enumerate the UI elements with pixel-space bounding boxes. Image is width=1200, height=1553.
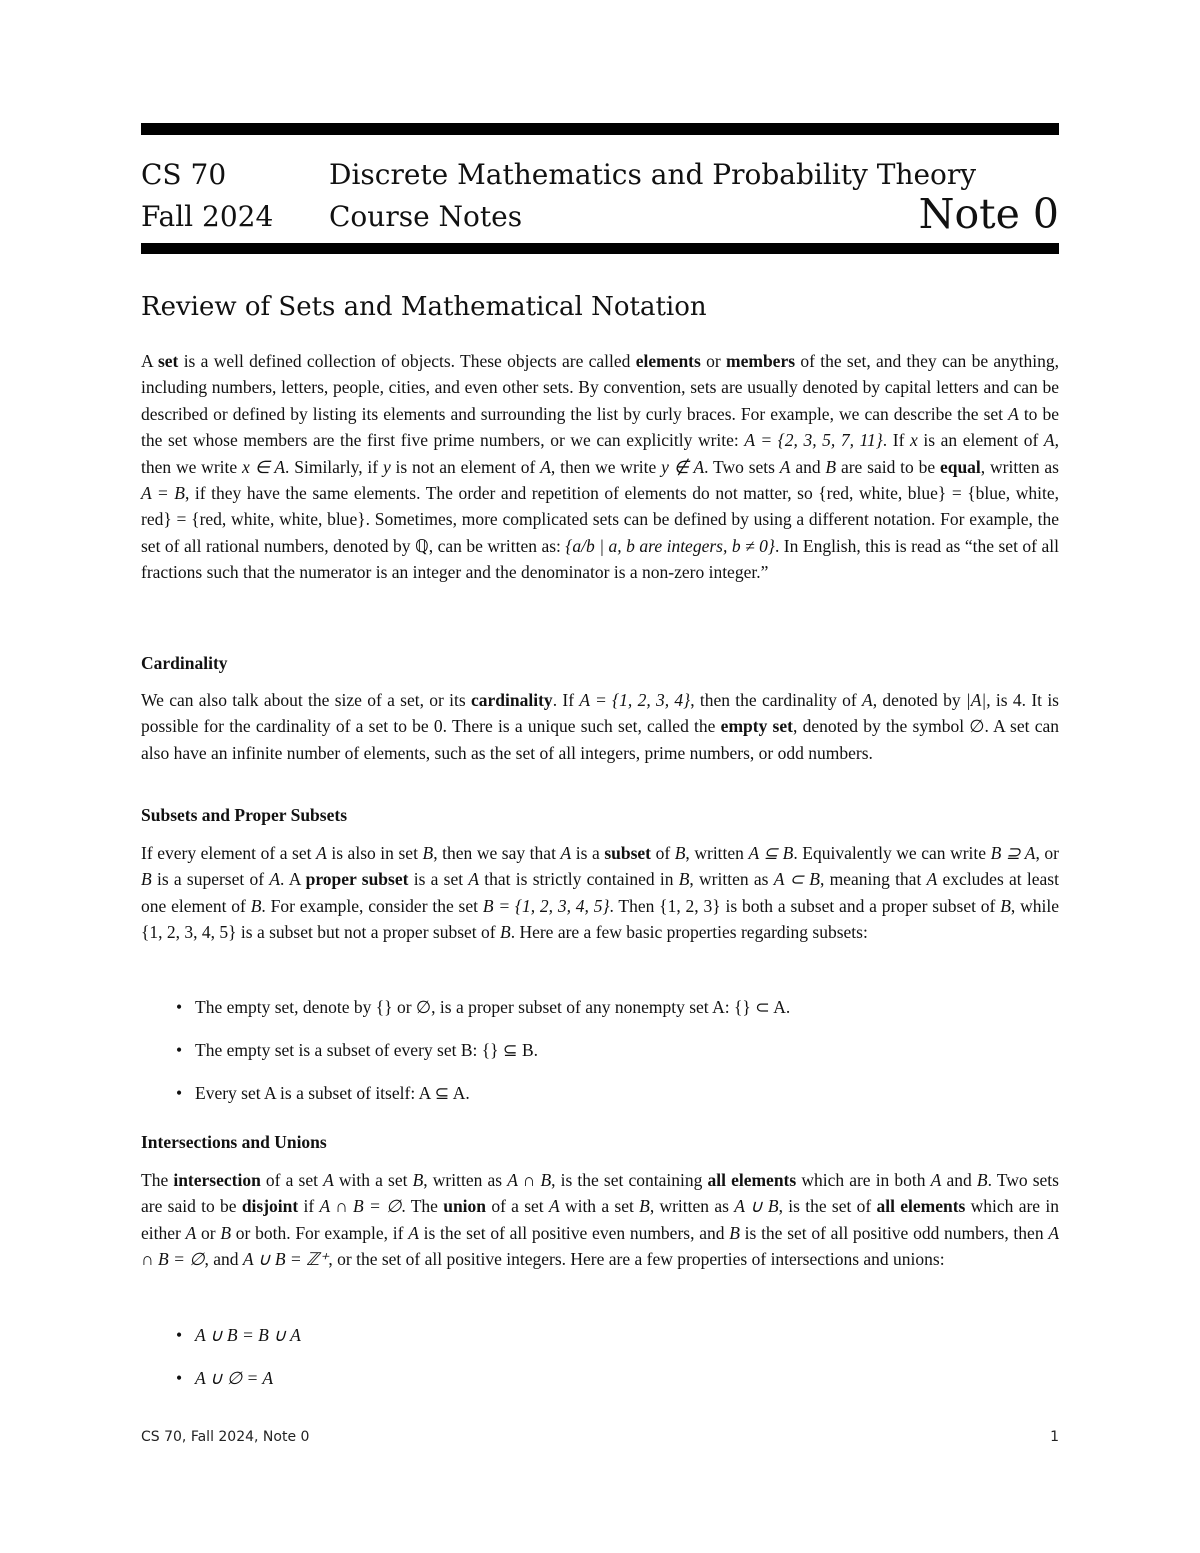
list-item: • The empty set is a subset of every set B: {} ⊆ B. bbox=[176, 1040, 539, 1060]
intersections-paragraph: The intersection of a set A with a set B, written as A ∩ B, is the set containing all elements which are in both A and B. Two sets are said to be disjoint if A ∩ B = ∅. The union of a set A with a set B, written as A ∪ B, is the set of all elements which are in either A or B or both. For example, if A is the set of all positive even numbers, and B is the set of all positive odd numbers, then A ∩ B = ∅, and A ∪ B = ℤ⁺, or the set of all positive integers. Here are a few properties of intersections and unions: bbox=[141, 1170, 1060, 1270]
list-item: • A ∪ B = B ∪ A bbox=[176, 1325, 301, 1345]
intro-paragraph: A set is a well defined collection of objects. These objects are called elements or members of the set, and they can be anything, including numbers, letters, people, cities, and even other sets. By convention, sets are usually denoted by capital letters and can be described or defined by listing its elements and surrounding the list by curly braces. For example, we can describe the set A to be the set whose members are the first five prime numbers, or we can explicitly write: A = {2, 3, 5, 7, 11}. If x is an element of A, then we write x ∈ A. Similarly, if y is not an element of A, then we write y ∉ A. Two sets A and B are said to be equal, written as A = B, if they have the same elements. The order and repetition of elements do not matter, so {red, white, blue} = {blue, white, red} = {red, white, white, blue}. Sometimes, more complicated sets can be defined by using a different notation. For example, the set of all rational numbers, denoted by ℚ, can be written as: {a/b | a, b are integers, b ≠ 0}. In English, this is read as “the set of all fractions such that the numerator is an integer and the denominator is a non-zero integer.” bbox=[141, 351, 1059, 583]
note-label: Note 0 bbox=[918, 190, 1059, 238]
cardinality-paragraph: We can also talk about the size of a set, or its cardinality. If A = {1, 2, 3, 4}, then the cardinality of A, denoted by |A|, is 4. It is possible for the cardinality of a set to be 0. There is a unique such set, called the empty set, denoted by the symbol ∅. A set can also have an infinite number of elements, such as the set of all integers, prime numbers, or odd numbers. bbox=[141, 690, 1060, 763]
bullet-icon: • bbox=[176, 1368, 183, 1388]
course-code: CS 70 bbox=[141, 158, 227, 191]
bullet-icon: • bbox=[176, 1325, 183, 1345]
union-properties-list bbox=[141, 1323, 1059, 1390]
bullet-icon: • bbox=[176, 1083, 183, 1103]
subset-properties-list bbox=[141, 995, 1059, 1105]
subsets-heading: Subsets and Proper Subsets bbox=[141, 805, 348, 825]
list-item: • A ∪ ∅ = A bbox=[176, 1368, 274, 1388]
bullet-icon: • bbox=[176, 1040, 183, 1060]
list-item: • The empty set, denote by {} or ∅, is a proper subset of any nonempty set A: {} ⊂ A. bbox=[176, 997, 791, 1017]
section-title: Review of Sets and Mathematical Notation bbox=[141, 292, 707, 322]
cardinality-heading: Cardinality bbox=[141, 653, 228, 673]
list-item: • Every set A is a subset of itself: A ⊆ A. bbox=[176, 1083, 470, 1103]
intersections-heading: Intersections and Unions bbox=[141, 1132, 327, 1152]
page-number: 1 bbox=[1050, 1429, 1059, 1445]
course-subtitle: Course Notes bbox=[329, 200, 523, 233]
subsets-paragraph: If every element of a set A is also in set B, then we say that A is a subset of B, written A ⊆ B. Equivalently we can write B ⊇ A, or B is a superset of A. A proper subset is a set A that is strictly contained in B, written as A ⊂ B, meaning that A excludes at least one element of B. For example, consider the set B = {1, 2, 3, 4, 5}. Then {1, 2, 3} is both a subset and a proper subset of B, while {1, 2, 3, 4, 5} is a subset but not a proper subset of B. Here are a few basic properties regarding subsets: bbox=[141, 843, 1060, 943]
term: Fall 2024 bbox=[141, 200, 274, 233]
course-title: Discrete Mathematics and Probability Theory bbox=[329, 158, 977, 191]
header-top-rule bbox=[141, 123, 1059, 135]
footer-label: CS 70, Fall 2024, Note 0 bbox=[141, 1429, 310, 1445]
bullet-icon: • bbox=[176, 997, 183, 1017]
header-bottom-rule bbox=[141, 243, 1059, 254]
